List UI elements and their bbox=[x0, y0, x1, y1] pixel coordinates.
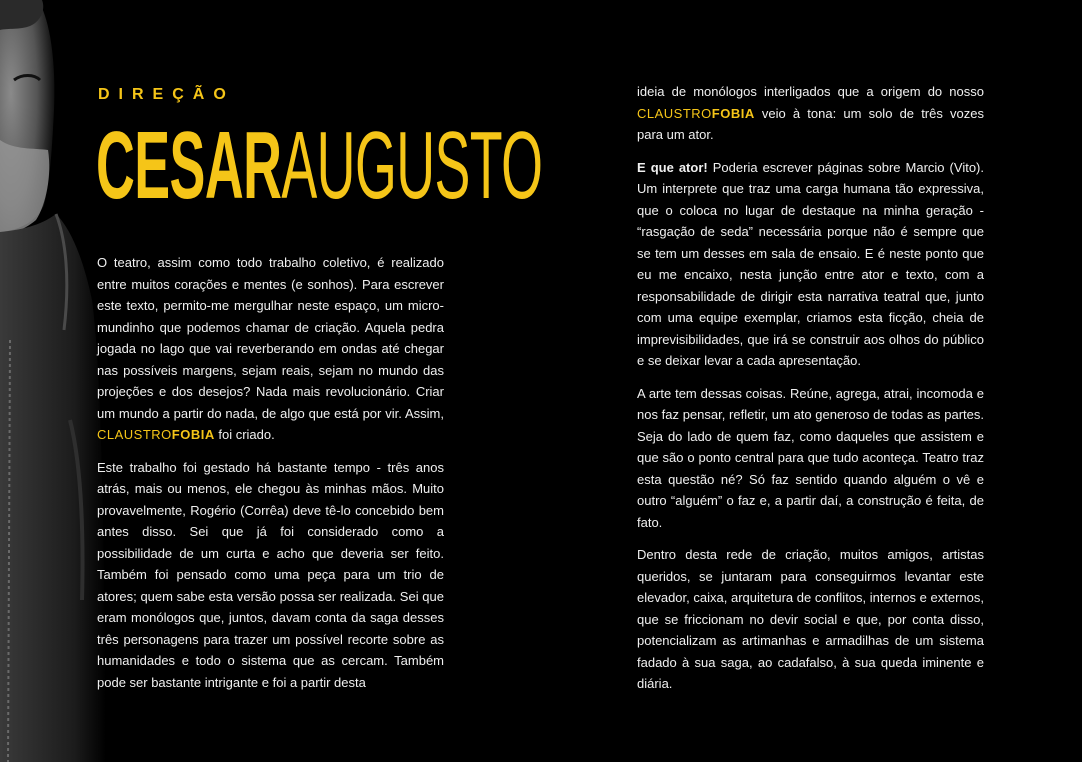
paragraph bbox=[637, 81, 984, 146]
director-photo bbox=[0, 0, 110, 762]
name-first: CESAR bbox=[96, 112, 282, 219]
paragraph: Este trabalho foi gestado há bastante tempo - três anos atrás, mais ou menos, ele chegou às minhas mãos. Muito provavelmente, Rogério (Corrêa) deve tê-lo concebido bem antes disso. Sei que já foi considerado como a possibilidade de um curta e acho que deveria ser feito. Também foi pensado como uma peça para um trio de atores; quem sabe esta versão possa ser realizada. Sei que eram monólogos que, juntos, davam conta da saga desses três personagens para trazer um possível recorte sobre as humanidades e todo o sistema que as cercam. Também pode ser bastante intrigante e foi a partir desta bbox=[97, 459, 444, 690]
brand-part2: FOBIA bbox=[711, 105, 755, 121]
brand-part1: CLAUSTRO bbox=[637, 105, 712, 121]
paragraph-text: veio à tona: um solo de três vozes para um ator. bbox=[637, 105, 984, 142]
paragraph-text: ideia de monólogos interligados que a origem do nosso bbox=[637, 84, 984, 99]
emphasis-text: E que ator! bbox=[637, 159, 708, 175]
text-column-left bbox=[97, 252, 444, 704]
brand-logo bbox=[97, 424, 215, 446]
paragraph: A arte tem dessas coisas. Reúne, agrega, atrai, incomoda e nos faz pensar, refletir, um ato generoso de todas as partes. Seja do lado de quem faz, como daqueles que assistem e que são o ponto central para que tudo aconteça. Teatro traz esta questão né? Só faz sentido quando alguém o vê e outro “alguém” o faz e, a partir daí, a construção é feita, de fato. bbox=[637, 385, 984, 530]
paragraph-text: Poderia escrever páginas sobre Marcio (Vito). Um interprete que traz uma carga humana tão expressiva, que o coloca no lugar de destaque na minha geração - “rasgação de seda” necessária porque não é sempre que se tem um desses em sala de ensaio. E é neste ponto que eu me encaixo, nesta junção entre ator e texto, com a responsabilidade de dirigir esta narrativa teatral que, junto com uma equipe exemplar, criamos esta ficção, cheia de imprevisibilidades, que irá se construir aos olhos do público e se deixar levar a cada apresentação. bbox=[637, 159, 984, 368]
paragraph bbox=[97, 252, 444, 446]
paragraph: Dentro desta rede de criação, muitos amigos, artistas queridos, se juntaram para conseguirmos levantar este elevador, caixa, arquitetura de conflitos, internos e externos, que se friccionam no devir social e que, por conta disso, potencializam as artimanhas e armadilhas de um sistema fadado à sua saga, ao cadafalso, à sua queda iminente e diária. bbox=[637, 547, 984, 691]
name-last: AUGUSTO bbox=[281, 112, 543, 219]
section-label: DIREÇÃO bbox=[98, 86, 235, 103]
paragraph bbox=[637, 157, 984, 372]
paragraph-text: foi criado. bbox=[218, 427, 275, 442]
brand-logo bbox=[637, 103, 755, 125]
text-column-right bbox=[637, 81, 984, 706]
paragraph-text: O teatro, assim como todo trabalho coletivo, é realizado entre muitos corações e mentes (e sonhos). Para escrever este texto, permito-me mergulhar neste espaço, um micro-mundinho que podemos chamar de criação. Aquela pedra jogada no lago que vai reverberando em ondas até chegar nas possíveis margens, sejam reais, sejam no mundo das projeções e dos desejos? Nada mais revolucionário. Criar um mundo a partir do nada, de algo que está por vir. Assim, bbox=[97, 255, 444, 421]
brand-part2: FOBIA bbox=[171, 427, 215, 442]
director-name bbox=[96, 112, 543, 219]
brand-part1: CLAUSTRO bbox=[97, 427, 172, 442]
